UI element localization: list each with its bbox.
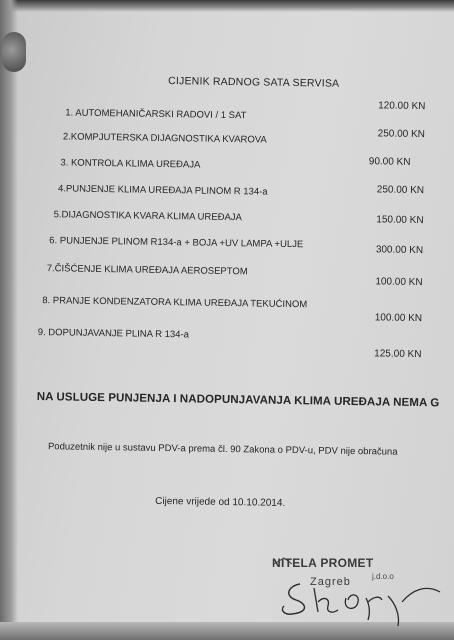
item-label-6: 6. PUNJENJE PLINOM R134-a + BOJA +UV LAMPA +ULJE xyxy=(49,235,304,251)
item-price-2: 250.00 KN xyxy=(377,128,426,141)
item-label-9: 9. DOPUNJAVANJE PLINA R 134-a xyxy=(37,327,190,341)
item-label-4: 4.PUNJENJE KLIMA UREĐAJA PLINOM R 134-a xyxy=(57,183,268,198)
item-label-7: 7.ČIŠĆENJE KLIMA UREĐAJA AEROSEPTOM xyxy=(46,263,248,278)
stamp-company-name: NITELA PROMET xyxy=(272,556,374,570)
item-price-4: 250.00 KN xyxy=(376,184,425,197)
item-price-8: 100.00 KN xyxy=(374,312,423,325)
item-price-6: 300.00 KN xyxy=(375,244,424,257)
document-title: CIJENIK RADNOG SATA SERVISA xyxy=(168,75,340,90)
notice-text: NA USLUGE PUNJENJA I NADOPUNJAVANJA KLIMA UREĐAJA NEMA G xyxy=(36,391,440,410)
item-price-9: 125.00 KN xyxy=(374,348,422,361)
item-label-8: 8. PRANJE KONDENZATORA KLIMA UREĐAJA TEKUĆINOM xyxy=(42,295,308,311)
item-price-7: 100.00 KN xyxy=(375,276,423,289)
item-label-1: 1. AUTOMEHANIČARSKI RADOVI / 1 SAT xyxy=(65,107,247,122)
item-price-1: 120.00 KN xyxy=(378,100,426,113)
item-label-2: 2.KOMPJUTERSKA DIJAGNOSTIKA KVAROVA xyxy=(62,131,267,146)
vat-note: Poduzetnik nije u sustavu PDV-a prema čl. 90 Zakona o PDV-u, PDV nije obračuna xyxy=(47,441,398,458)
stamp-city: Zagreb xyxy=(310,576,351,588)
item-label-5: 5.DIJAGNOSTIKA KVARA KLIMA UREĐAJA xyxy=(53,209,243,224)
item-label-3: 3. KONTROLA KLIMA UREĐAJA xyxy=(60,157,201,171)
stamp-company-suffix: j.d.o.o xyxy=(372,572,394,581)
valid-from-date: Cijene vrijede od 10.10.2014. xyxy=(155,495,286,509)
handwritten-signature xyxy=(270,540,454,630)
item-price-3: 90.00 KN xyxy=(368,156,411,168)
item-price-5: 150.00 KN xyxy=(376,214,424,227)
